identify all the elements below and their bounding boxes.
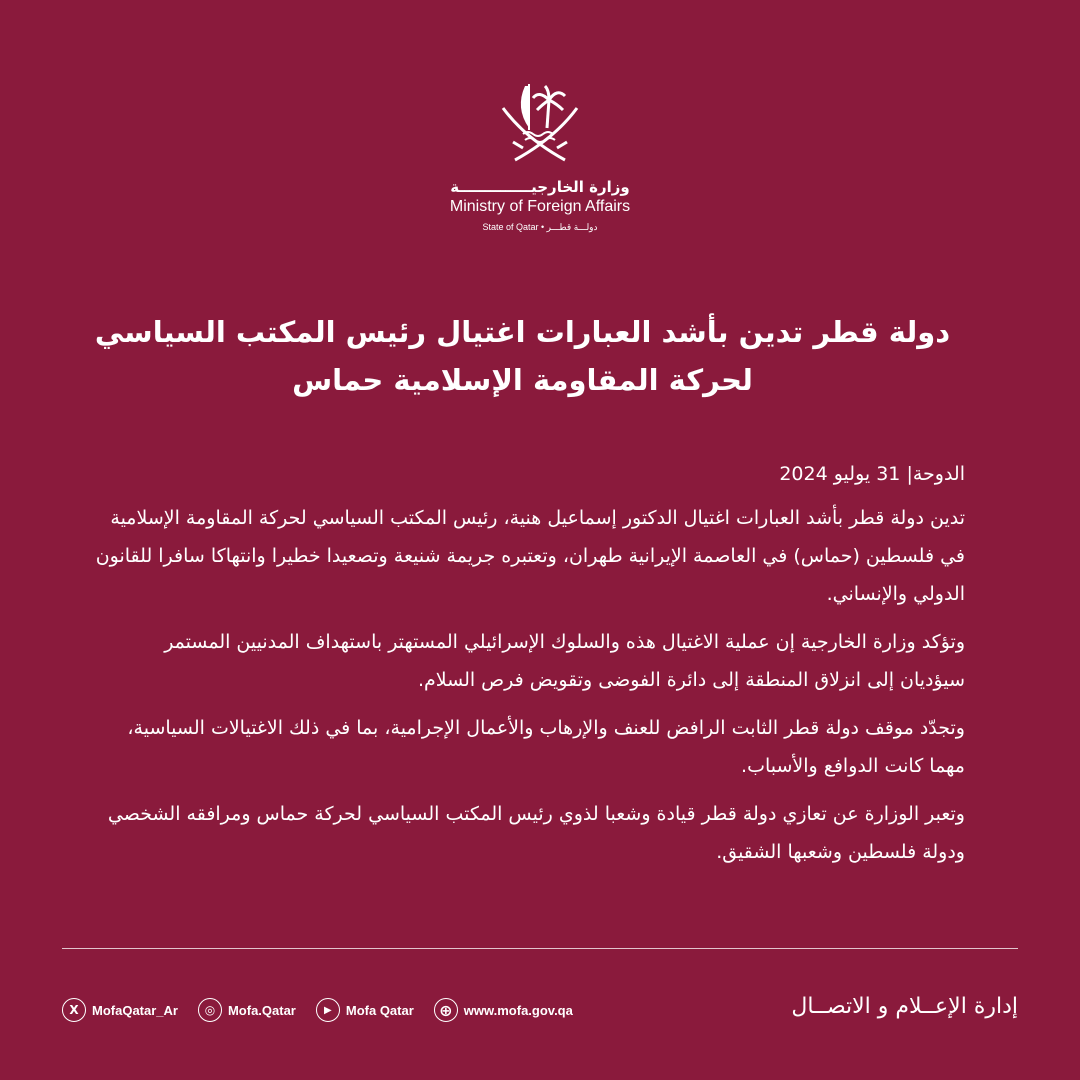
youtube-icon: ▶ — [316, 998, 340, 1022]
social-handle: Mofa Qatar — [345, 1002, 414, 1018]
paragraph: وتؤكد وزارة الخارجية إن عملية الاغتيال هذه والسلوك الإسرائيلي المستهتر باستهداف المدنيين المستمر سيؤديان إلى انزلاق المنطقة إلى دائرة الفوضى وتقويض فرص السلام. — [164, 631, 965, 691]
website-url: www.mofa.gov.qa — [463, 1002, 573, 1018]
ministry-logo — [0, 78, 1080, 233]
state-of-qatar-label: State of Qatar • دولـــة قطـــر — [482, 222, 598, 232]
paragraph: تدين دولة قطر بأشد العبارات اغتيال الدكتور إسماعيل هنية، رئيس المكتب السياسي لحركة المقاومة الإسلامية في فلسطين (حماس) في العاصمة الإيرانية طهران، وتعتبره جريمة شنيعة وتصعيدا خطيرا وانتهاكا سافرا للقانون الدولي والإنساني. — [95, 507, 965, 605]
social-handle: Mofa.Qatar — [227, 1002, 296, 1018]
paragraph: وتجدّد موقف دولة قطر الثابت الرافض للعنف والإرهاب والأعمال الإجرامية، بما في ذلك الاغتيالات السياسية، مهما كانت الدوافع والأسباب. — [127, 717, 965, 777]
title-line-1: دولة قطر تدين بأشد العبارات اغتيال رئيس المكتب السياسي — [94, 315, 951, 349]
x-icon: X — [62, 998, 86, 1022]
instagram-icon: ◎ — [198, 998, 222, 1022]
statement-title — [80, 308, 965, 404]
department-name: إدارة الإعــلام و الاتصــال — [791, 994, 1018, 1019]
social-link-youtube[interactable] — [316, 998, 414, 1022]
statement-body — [95, 455, 965, 881]
paragraph: وتعبر الوزارة عن تعازي دولة قطر قيادة وشعبا لذوي رئيس المكتب السياسي لحركة حماس ومرافقه الشخصي ودولة فلسطين وشعبها الشقيق. — [107, 803, 965, 863]
dateline: الدوحة| 31 يوليو 2024 — [779, 463, 965, 485]
social-handle: MofaQatar_Ar — [92, 1002, 178, 1018]
social-links — [62, 998, 593, 1022]
social-link-instagram[interactable] — [198, 998, 296, 1022]
footer-divider — [62, 948, 1018, 949]
title-line-2: لحركة المقاومة الإسلامية حماس — [292, 363, 753, 397]
globe-icon: ⊕ — [434, 998, 458, 1022]
ministry-name-english: Ministry of Foreign Affairs — [449, 198, 631, 215]
social-link-website[interactable] — [434, 998, 573, 1022]
qatar-emblem-icon — [495, 78, 585, 168]
social-link-x[interactable] — [62, 998, 178, 1022]
ministry-name-arabic: وزارة الخارجيــــــــــــــة — [450, 178, 630, 196]
